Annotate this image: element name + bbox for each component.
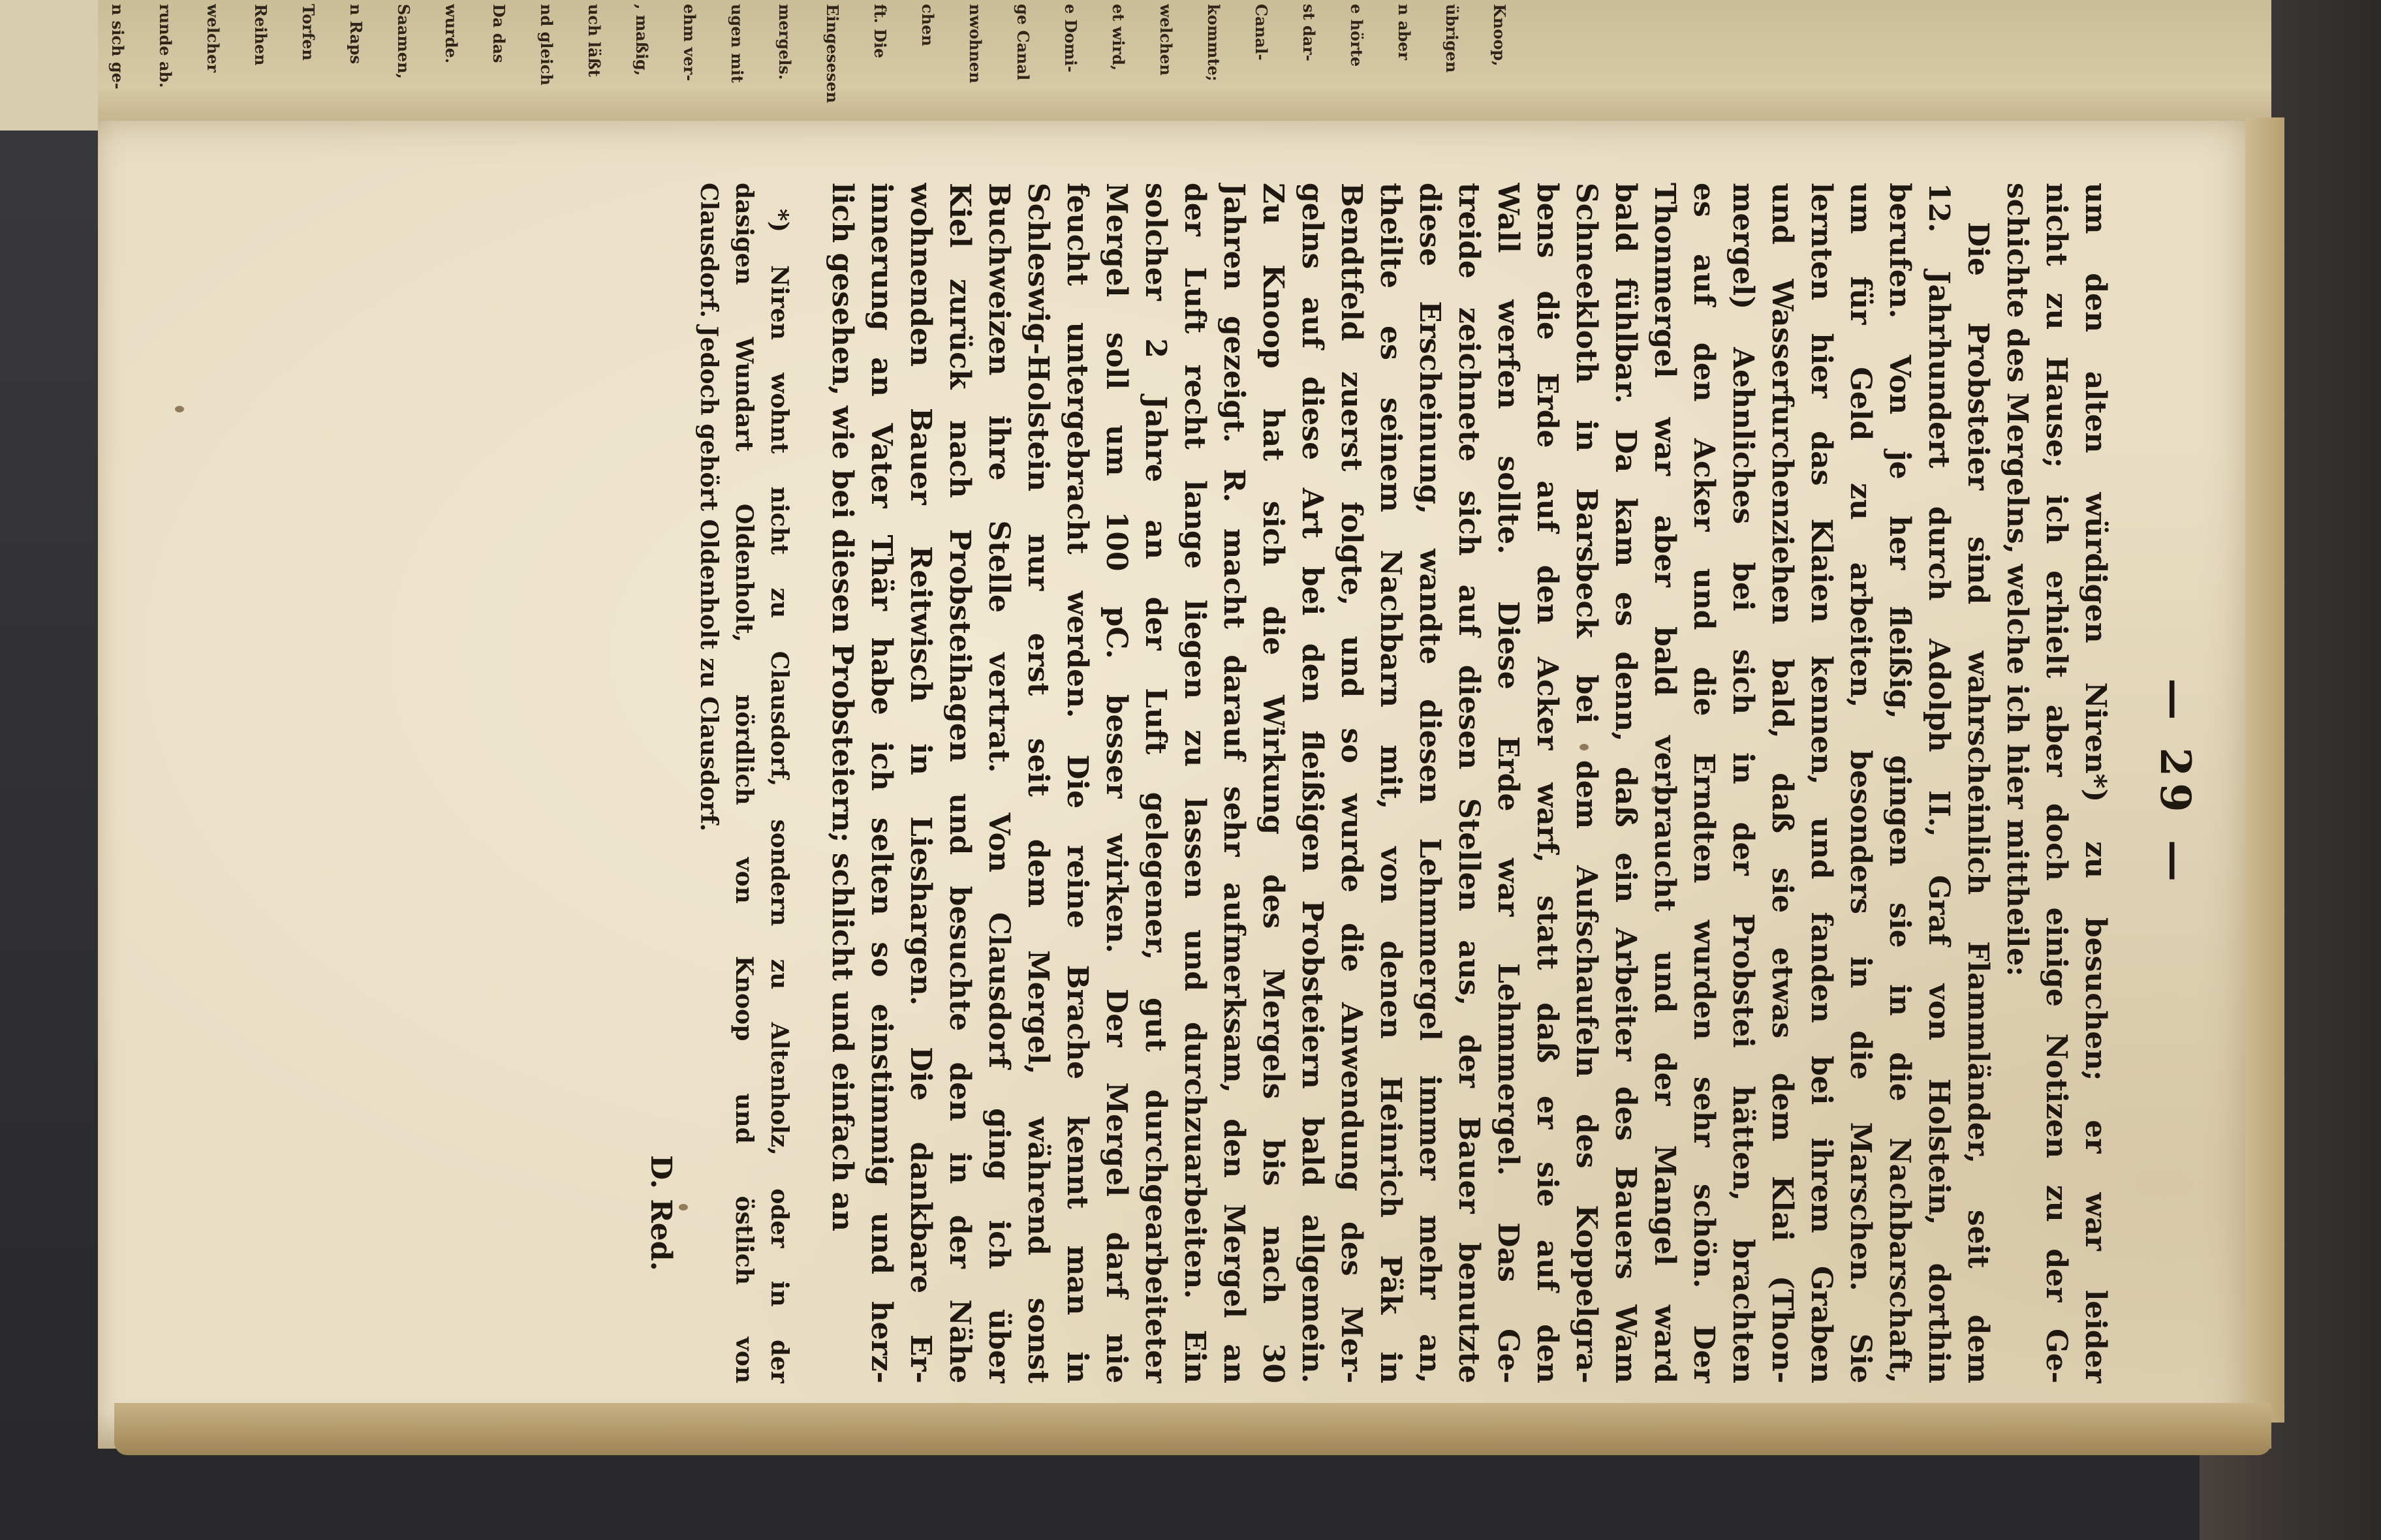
previous-page-line-fragment: mergels. [775,4,794,80]
previous-page-line-fragment: welchen [1157,4,1175,76]
text-line: lich gesehen, wie bei diesen Probsteiern; schlicht und einfach an [826,183,859,1232]
text-line: Mergel soll um 100 pC. besser wirken. Der Mergel darf nie [1100,183,1133,1383]
text-line: es auf den Acker und die Erndten wurden sehr schön. Der [1687,183,1720,1383]
text-line: gelns auf diese Art bei den fleißigen Probsteiern bald allgemein. [1296,183,1329,1383]
text-line: feucht untergebracht werden. Die reine Brache kennt man in [1061,183,1094,1383]
previous-page-line-fragment: st dar- [1299,4,1318,61]
text-line: um für Geld zu arbeiten, besonders in die Marschen. Sie [1844,183,1877,1383]
previous-page-strip [91,0,2271,128]
text-line: Buchweizen ihre Stelle vertrat. Von Clausdorf ging ich über [982,183,1016,1383]
text-line: solcher 2 Jahre an der Luft gelegener, gut durchgearbeiteter [1139,183,1172,1383]
text-line: nicht zu Hause; ich erhielt aber doch einige Notizen zu der Ge- [2040,183,2073,1383]
previous-page-line-fragment: ft. Die [871,4,890,59]
page-text-rotated [418,183,2200,1383]
page-bottom-edge [114,1403,2271,1455]
text-line: Jahren gezeigt. R. macht darauf sehr aufmerksam, den Mergel an [1217,183,1251,1383]
text-line: schichte des Mergelns, welche ich hier mittheile: [2000,183,2034,977]
text-line: Schleswig-Holstein nur erst seit dem Mergel, während sonst [1021,183,1055,1383]
previous-page-line-fragment: runde ab. [156,4,175,88]
text-line: wohnenden Bauer Reitwisch in Lieshargen. Die dankbare Er- [904,183,937,1383]
previous-page-line-fragment: uch läßt [585,4,604,77]
text-line: Bendtfeld zuerst folgte, und so wurde die Anwendung des Mer- [1335,183,1368,1383]
text-line: Zu Knoop hat sich die Wirkung des Mergels bis nach 30 [1256,183,1290,1383]
previous-page-line-fragment: n sich ge- [108,4,127,89]
previous-page-line-fragment: Eingesesen [823,4,842,103]
text-line: innerung an Vater Thär habe ich selten so einstimmig und herz- [865,183,898,1383]
previous-page-line-fragment: n Raps [347,4,366,65]
previous-page-line-fragment: Da das [490,4,508,63]
footnote-line: Clausdorf. Jedoch gehört Oldenholt zu Clausdorf. [695,183,723,832]
previous-page-line-fragment: et wird, [1109,4,1128,71]
text-line: bald fühlbar. Da kam es denn, daß ein Arbeiter des Bauers Wam [1609,183,1642,1383]
previous-page-line-fragment: welcher [204,4,223,73]
previous-page-line-fragment: , maßig, [632,4,651,76]
previous-page-line-fragment: ge Canal [1014,4,1033,81]
previous-page-line-fragment: n aber [1395,4,1414,61]
text-line: Die Probsteier sind wahrscheinlich Flammländer, seit dem [1961,222,1995,1383]
paper-spot [175,406,184,412]
previous-page-line-fragment: chen [918,4,937,46]
previous-page-line-fragment: ehm ver- [680,4,699,82]
previous-page-line-fragment: kommte; [1204,4,1223,82]
text-line: diese Erscheinung, wandte diesen Lehmmergel immer mehr an, [1413,183,1446,1383]
editor-signature: D. Red. [644,1155,677,1271]
text-line: treide zeichnete sich auf diesen Stellen aus, der Bauer benutzte [1452,183,1486,1383]
previous-page-line-fragment: Knoop, [1490,4,1509,67]
previous-page-line-fragment: nd gleich [537,4,556,85]
text-line: bens die Erde auf den Acker warf, statt daß er sie auf den [1531,183,1564,1383]
previous-page-line-fragment: Torfen [299,4,318,61]
text-line: theilte es seinem Nachbarn mit, von denen Heinrich Päk in [1374,183,1407,1383]
previous-page-line-fragment: ugen mit [728,4,747,83]
previous-page-line-fragment: e hörte [1347,4,1366,67]
text-line: Wall werfen sollte. Diese Erde war Lehmmergel. Das Ge- [1491,183,1525,1383]
page-fore-edge [2245,117,2284,1423]
page-number-header: — 29 — [2151,678,2200,888]
previous-page-line-fragment: wurde. [442,4,461,64]
text-line: Kiel zurück nach Probsteihagen und besuchte den in der Nähe [943,183,976,1383]
footnote-line: dasigen Wundart Oldenholt, nördlich von Knoop und östlich von [730,183,758,1383]
previous-page-line-fragment: nwohnen [966,4,985,84]
text-line: Schneekloth in Barsbeck bei dem Aufschaufeln des Koppelgra- [1570,183,1603,1383]
text-line: Thonmergel war aber bald verbraucht und der Mangel ward [1648,183,1681,1383]
previous-page-line-fragment: Reihen [251,4,270,66]
text-line: um den alten würdigen Niren*) zu besuchen; er war leider [2079,183,2112,1383]
text-line: berufen. Von je her fleißig, gingen sie in die Nachbarschaft, [1883,183,1916,1383]
text-line: mergel) Aehnliches bei sich in der Probstei hätten, brachten [1726,183,1760,1383]
previous-page-line-fragment: Canal- [1252,4,1271,61]
text-line: 12. Jahrhundert durch Adolph II., Graf von Holstein, dorthin [1922,183,1955,1383]
previous-page-line-fragment: Saamen, [394,4,413,79]
text-line: der Luft recht lange liegen zu lassen und durchzuarbeiten. Ein [1178,183,1211,1383]
previous-page-corner [0,0,98,131]
text-line: lernten hier das Klaien kennen, und fanden bei ihrem Graben [1805,183,1838,1383]
footnote-line: *) Niren wohnt nicht zu Clausdorf, sondern zu Altenholz, oder in der [766,209,793,1383]
text-line: und Wasserfurchenziehen bald, daß sie etwas dem Klai (Thon- [1766,183,1799,1383]
previous-page-line-fragment: e Domi- [1061,4,1080,72]
previous-page-line-fragment: übrigen [1442,4,1461,73]
